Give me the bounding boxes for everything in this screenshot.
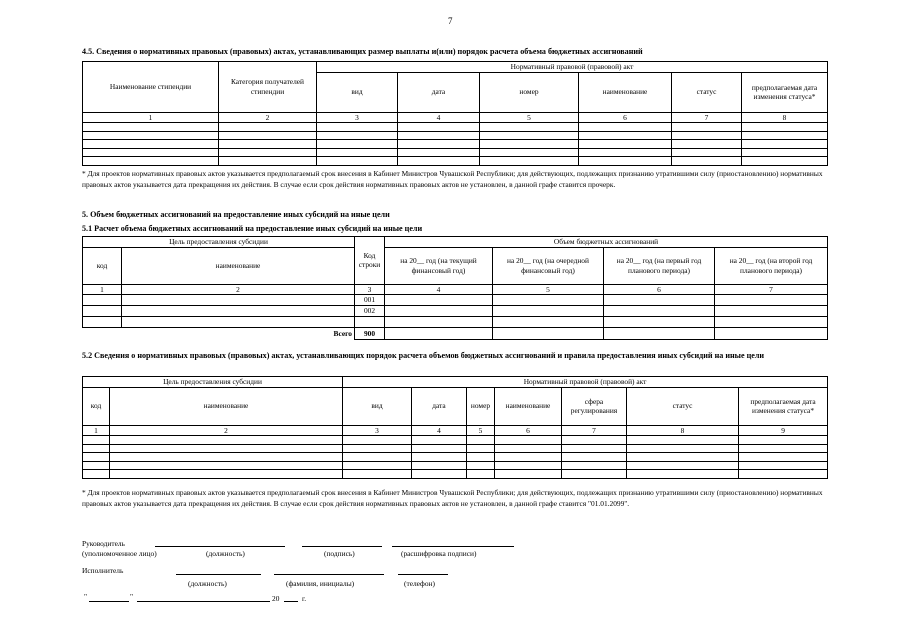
row-code: 001 xyxy=(355,295,385,306)
cell[interactable] xyxy=(83,436,110,445)
cell[interactable] xyxy=(739,461,828,470)
col-naim-header: наименование xyxy=(122,247,355,284)
cell[interactable] xyxy=(467,444,495,453)
cell[interactable] xyxy=(317,148,398,157)
cell[interactable] xyxy=(672,123,742,132)
cell[interactable] xyxy=(83,306,122,317)
cell[interactable] xyxy=(122,317,355,328)
cell[interactable] xyxy=(412,461,467,470)
cell[interactable] xyxy=(715,328,828,340)
cell[interactable] xyxy=(495,461,562,470)
col-num: 8 xyxy=(627,425,739,436)
goal-group-header: Цель предоставления субсидии xyxy=(83,377,343,388)
cell[interactable] xyxy=(467,453,495,462)
position-line[interactable] xyxy=(155,546,285,547)
col-vid-header: вид xyxy=(317,72,398,112)
col-year4-header: на 20__ год (на второй год планового периода) xyxy=(715,247,828,284)
cell[interactable] xyxy=(343,453,412,462)
cell[interactable] xyxy=(562,470,627,479)
table-row xyxy=(83,148,828,157)
cell[interactable] xyxy=(672,140,742,149)
cell[interactable] xyxy=(562,461,627,470)
head-label: Руководитель xyxy=(82,539,125,548)
table-row xyxy=(83,444,828,453)
table-row xyxy=(83,470,828,479)
cell[interactable] xyxy=(672,157,742,166)
cell[interactable] xyxy=(495,436,562,445)
col-num: 7 xyxy=(715,284,828,295)
col-num: 4 xyxy=(412,425,467,436)
page-number: 7 xyxy=(448,16,453,26)
cell[interactable] xyxy=(219,148,317,157)
col-num: 2 xyxy=(122,284,355,295)
cell[interactable] xyxy=(480,131,579,140)
goal-group-header: Цель предоставления субсидии xyxy=(83,237,355,248)
cell[interactable] xyxy=(495,453,562,462)
cell[interactable] xyxy=(562,436,627,445)
total-row xyxy=(83,328,828,340)
cell[interactable] xyxy=(412,453,467,462)
col-nomer-header: номер xyxy=(467,387,495,425)
fio-caption: (фамилия, инициалы) xyxy=(286,579,355,588)
cell[interactable] xyxy=(219,123,317,132)
cell[interactable] xyxy=(343,461,412,470)
position2-line[interactable] xyxy=(176,574,261,575)
cell[interactable] xyxy=(742,140,828,149)
date-year-prefix: 20 xyxy=(272,594,280,603)
cell[interactable] xyxy=(579,123,672,132)
total-code: 900 xyxy=(355,328,385,340)
col-nomer-header: номер xyxy=(480,72,579,112)
cell[interactable] xyxy=(385,306,493,317)
col-data-header: дата xyxy=(412,387,467,425)
cell[interactable] xyxy=(742,148,828,157)
col-num: 5 xyxy=(467,425,495,436)
cell[interactable] xyxy=(480,148,579,157)
col-data-header: дата xyxy=(398,72,480,112)
decode-line[interactable] xyxy=(392,546,514,547)
cell[interactable] xyxy=(385,317,493,328)
cell[interactable] xyxy=(83,317,122,328)
date-day-line[interactable] xyxy=(89,601,129,602)
cell[interactable] xyxy=(627,444,739,453)
cell[interactable] xyxy=(480,140,579,149)
date-month-line[interactable] xyxy=(137,601,270,602)
col-year2-header: на 20__ год (на очередной финансовый год) xyxy=(493,247,604,284)
cell[interactable] xyxy=(604,306,715,317)
cell[interactable] xyxy=(467,461,495,470)
cell[interactable] xyxy=(83,131,219,140)
col-year1-header: на 20__ год (на текущий финансовый год) xyxy=(385,247,493,284)
col-num: 2 xyxy=(110,425,343,436)
cell[interactable] xyxy=(739,436,828,445)
cell[interactable] xyxy=(343,470,412,479)
col-num: 9 xyxy=(739,425,828,436)
cell[interactable] xyxy=(579,157,672,166)
cell[interactable] xyxy=(739,453,828,462)
cell[interactable] xyxy=(412,444,467,453)
col-num: 1 xyxy=(83,284,122,295)
cell[interactable] xyxy=(493,317,604,328)
cell[interactable] xyxy=(83,470,110,479)
col-num: 3 xyxy=(317,112,398,123)
cell[interactable] xyxy=(343,436,412,445)
cell[interactable] xyxy=(742,131,828,140)
col-pred-header: предполагаемая дата изменения статуса* xyxy=(742,72,828,112)
col-kod-header: код xyxy=(83,387,110,425)
cell[interactable] xyxy=(579,131,672,140)
cell[interactable] xyxy=(604,328,715,340)
col-num: 1 xyxy=(83,112,219,123)
head-sub-label: (уполномоченное лицо) xyxy=(82,549,157,558)
cell[interactable] xyxy=(385,295,493,306)
cell[interactable] xyxy=(83,453,110,462)
table-row xyxy=(83,157,828,166)
col-num: 5 xyxy=(493,284,604,295)
col-kod-header: код xyxy=(83,247,122,284)
cell[interactable] xyxy=(398,140,480,149)
cell[interactable] xyxy=(219,140,317,149)
cell[interactable] xyxy=(110,461,343,470)
cell[interactable] xyxy=(562,444,627,453)
cell[interactable] xyxy=(627,453,739,462)
col-pred-header: предполагаемая дата изменения статуса* xyxy=(739,387,828,425)
act-group-header: Нормативный правовой (правовой) акт xyxy=(317,62,828,73)
row-code: 002 xyxy=(355,306,385,317)
col-num: 3 xyxy=(355,284,385,295)
cell[interactable] xyxy=(495,470,562,479)
table-row xyxy=(83,131,828,140)
total-label: Всего xyxy=(83,328,355,340)
table-5-1 xyxy=(82,236,828,340)
col-year3-header: на 20__ год (на первый год планового периода) xyxy=(604,247,715,284)
cell[interactable] xyxy=(398,131,480,140)
cell[interactable] xyxy=(739,444,828,453)
cell[interactable] xyxy=(398,123,480,132)
table-row xyxy=(83,123,828,132)
position-caption: (должность) xyxy=(206,549,245,558)
col-num: 6 xyxy=(604,284,715,295)
cell[interactable] xyxy=(627,436,739,445)
cell[interactable] xyxy=(604,317,715,328)
cell[interactable] xyxy=(562,453,627,462)
cell[interactable] xyxy=(672,131,742,140)
cell[interactable] xyxy=(83,148,219,157)
table-row xyxy=(83,436,828,445)
col-num: 1 xyxy=(83,425,110,436)
table-row xyxy=(83,453,828,462)
cell[interactable] xyxy=(604,295,715,306)
fio-line[interactable] xyxy=(274,574,384,575)
cell[interactable] xyxy=(493,306,604,317)
cell[interactable] xyxy=(398,157,480,166)
cell[interactable] xyxy=(122,295,355,306)
cell[interactable] xyxy=(412,470,467,479)
cell[interactable] xyxy=(83,157,219,166)
cell[interactable] xyxy=(317,131,398,140)
cell[interactable] xyxy=(317,157,398,166)
executor-label: Исполнитель xyxy=(82,566,124,575)
section-5-2-title: 5.2 Сведения о нормативных правовых (правовых) актах, устанавливающих порядок расчета объемов бюджетных ассигнований и правила предоставления иных субсидий на иные цели xyxy=(82,351,765,360)
cell[interactable] xyxy=(317,123,398,132)
table-row xyxy=(83,461,828,470)
col-sfera-header: сфера регулирования xyxy=(562,387,627,425)
signature-line[interactable] xyxy=(302,546,382,547)
table-row xyxy=(83,140,828,149)
cell[interactable] xyxy=(385,328,493,340)
cell[interactable] xyxy=(742,157,828,166)
col-num: 7 xyxy=(562,425,627,436)
volume-group-header: Объем бюджетных ассигнований xyxy=(385,237,828,248)
cell[interactable] xyxy=(398,148,480,157)
col-num: 4 xyxy=(385,284,493,295)
cell[interactable] xyxy=(83,444,110,453)
col-naim2-header: наименование xyxy=(495,387,562,425)
col-num: 4 xyxy=(398,112,480,123)
cell[interactable] xyxy=(579,148,672,157)
table-row xyxy=(83,306,828,317)
table-4-5 xyxy=(82,61,828,166)
position2-caption: (должность) xyxy=(188,579,227,588)
signature-caption: (подпись) xyxy=(324,549,355,558)
cell[interactable] xyxy=(739,470,828,479)
col-num: 6 xyxy=(579,112,672,123)
date-year-suffix: г. xyxy=(302,594,307,603)
col-status-header: статус xyxy=(627,387,739,425)
cell[interactable] xyxy=(495,444,562,453)
act-group-header: Нормативный правовой (правовой) акт xyxy=(343,377,828,388)
col-kod-stroki-header: Код строки xyxy=(355,237,385,285)
cell[interactable] xyxy=(343,444,412,453)
date-quote-open: " xyxy=(84,592,88,601)
phone-caption: (телефон) xyxy=(404,579,435,588)
cell[interactable] xyxy=(83,461,110,470)
cell[interactable] xyxy=(219,131,317,140)
col-naim-header: наименование xyxy=(110,387,343,425)
cell[interactable] xyxy=(317,140,398,149)
cell[interactable] xyxy=(493,295,604,306)
cell[interactable] xyxy=(122,306,355,317)
date-year-line[interactable] xyxy=(284,601,298,602)
cell[interactable] xyxy=(355,317,385,328)
cell[interactable] xyxy=(672,148,742,157)
cell[interactable] xyxy=(110,470,343,479)
cell[interactable] xyxy=(742,123,828,132)
cell[interactable] xyxy=(412,436,467,445)
section-5-title: 5. Объем бюджетных ассигнований на предоставление иных субсидий на иные цели xyxy=(82,210,390,219)
decode-caption: (расшифровка подписи) xyxy=(401,549,477,558)
phone-line[interactable] xyxy=(398,574,448,575)
col-name-header: Наименование стипендии xyxy=(83,62,219,113)
cell[interactable] xyxy=(493,328,604,340)
cell[interactable] xyxy=(480,157,579,166)
col-num: 7 xyxy=(672,112,742,123)
cell[interactable] xyxy=(627,461,739,470)
table-5-2 xyxy=(82,376,828,479)
cell[interactable] xyxy=(83,123,219,132)
section-5-1-title: 5.1 Расчет объема бюджетных ассигнований на предоставление иных субсидий на иные цели xyxy=(82,224,423,233)
footnote-1: * Для проектов нормативных правовых актов указывается предполагаемый срок внесения в Кабинет Министров Чувашской Республики; для действующих, подлежащих признанию утратившими силу (приостановлению) нормативных правовых актов указывается дата прекращения их действия. В случае если срок действия нормативных правовых актов не установлен, в данной графе ставится прочерк. xyxy=(82,169,823,189)
cell[interactable] xyxy=(715,295,828,306)
cell[interactable] xyxy=(467,470,495,479)
table-row xyxy=(83,295,828,306)
cell[interactable] xyxy=(579,140,672,149)
cell[interactable] xyxy=(467,436,495,445)
col-category-header: Категория получателей стипендии xyxy=(219,62,317,113)
cell[interactable] xyxy=(219,157,317,166)
cell[interactable] xyxy=(480,123,579,132)
cell[interactable] xyxy=(715,306,828,317)
section-4-5-title: 4.5. Сведения о нормативных правовых (правовых) актах, устанавливающих размер выплаты и(или) порядок расчета объема бюджетных ассигнований xyxy=(82,47,643,56)
cell[interactable] xyxy=(83,140,219,149)
cell[interactable] xyxy=(110,453,343,462)
cell[interactable] xyxy=(110,444,343,453)
footnote-2: * Для проектов нормативных правовых актов указывается предполагаемый срок внесения в Кабинет Министров Чувашской Республики; для действующих, подлежащих признанию утратившими силу (приостановлению) нормативных правовых актов указывается дата прекращения их действия. В случае если срок действия нормативных правовых актов не установлен, в данной графе ставится "01.01.2099". xyxy=(82,488,823,508)
col-vid-header: вид xyxy=(343,387,412,425)
cell[interactable] xyxy=(83,295,122,306)
col-status-header: статус xyxy=(672,72,742,112)
col-naim-header: наименование xyxy=(579,72,672,112)
col-num: 3 xyxy=(343,425,412,436)
cell[interactable] xyxy=(715,317,828,328)
table-row xyxy=(83,317,828,328)
col-num: 2 xyxy=(219,112,317,123)
cell[interactable] xyxy=(110,436,343,445)
col-num: 5 xyxy=(480,112,579,123)
date-quote-close: " xyxy=(130,592,134,601)
cell[interactable] xyxy=(627,470,739,479)
col-num: 6 xyxy=(495,425,562,436)
col-num: 8 xyxy=(742,112,828,123)
